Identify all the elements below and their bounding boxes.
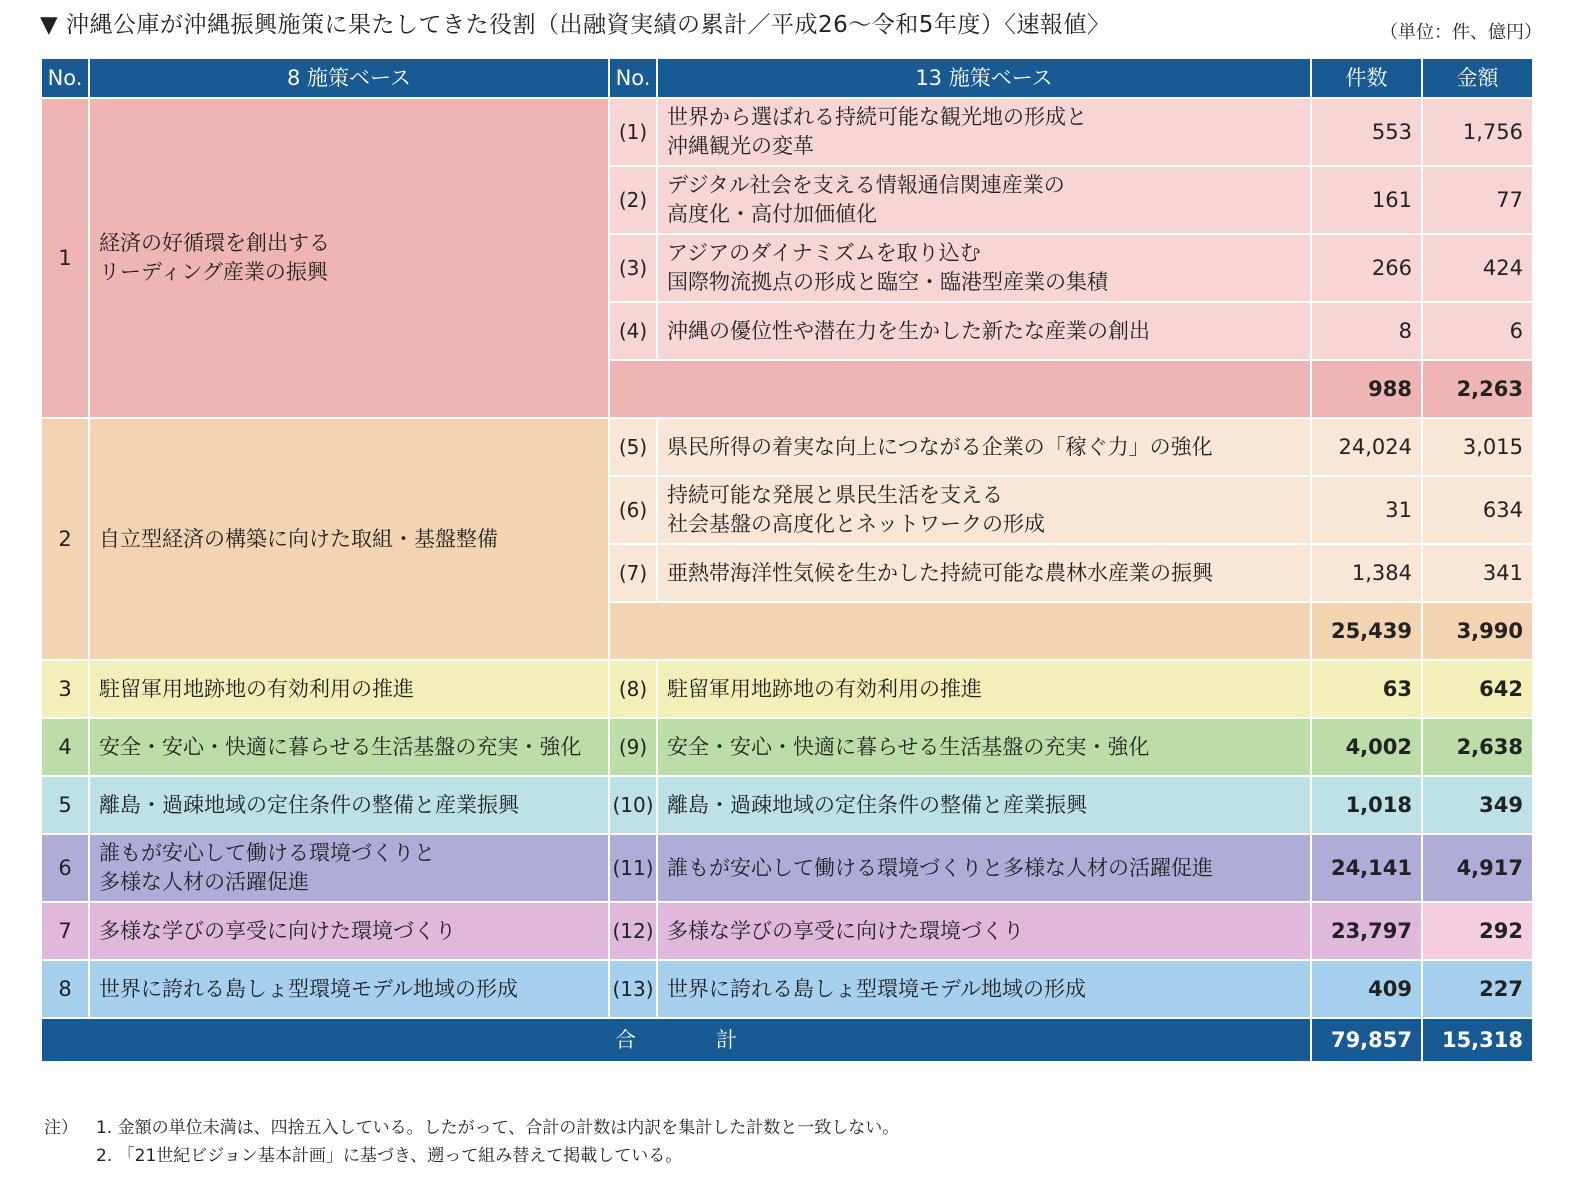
amount-cell: 341 — [1422, 544, 1533, 602]
sub-policy-name-line: 誰もが安心して働ける環境づくりと多様な人材の活躍促進 — [667, 855, 1213, 880]
policy-name — [89, 718, 609, 776]
count-cell: 553 — [1311, 98, 1422, 166]
table-row — [41, 660, 1533, 718]
amount-cell: 4,917 — [1422, 834, 1533, 902]
header-amount: 金額 — [1422, 58, 1533, 98]
sub-policy-name — [657, 902, 1311, 960]
count-cell: 161 — [1311, 166, 1422, 234]
sub-policy-name-line: 安全・安心・快適に暮らせる生活基盤の充実・強化 — [667, 734, 1150, 759]
table-row — [41, 960, 1533, 1018]
policy-no: 6 — [41, 834, 89, 902]
total-amount: 15,318 — [1422, 1018, 1533, 1062]
policy-name-line: 経済の好循環を創出する — [99, 231, 330, 255]
header-no: No. — [41, 58, 89, 98]
sub-policy-no: (8) — [609, 660, 657, 718]
amount-cell: 1,756 — [1422, 98, 1533, 166]
subtotal-count: 25,439 — [1311, 602, 1422, 660]
notes-label: 注） — [44, 1118, 78, 1138]
sub-policy-name — [657, 98, 1311, 166]
policy-name-line: 離島・過疎地域の定住条件の整備と産業振興 — [99, 792, 519, 817]
amount-cell: 3,015 — [1422, 418, 1533, 476]
sub-policy-no: (5) — [609, 418, 657, 476]
header-count: 件数 — [1311, 58, 1422, 98]
amount-cell: 6 — [1422, 302, 1533, 360]
policy-name-line: リーディング産業の振興 — [99, 260, 328, 284]
count-cell: 8 — [1311, 302, 1422, 360]
total-count: 79,857 — [1311, 1018, 1422, 1062]
sub-policy-name-line: 社会基盤の高度化とネットワークの形成 — [667, 512, 1045, 536]
policy-name-line: 安全・安心・快適に暮らせる生活基盤の充実・強化 — [99, 734, 582, 759]
policy-name-line: 誰もが安心して働ける環境づくりと — [99, 841, 435, 865]
sub-policy-name — [657, 166, 1311, 234]
sub-policy-name-line: 高度化・高付加価値化 — [667, 202, 877, 226]
table-body — [41, 98, 1533, 1062]
amount-cell: 642 — [1422, 660, 1533, 718]
table-row — [41, 418, 1533, 476]
sub-policy-no: (6) — [609, 476, 657, 544]
sub-policy-name-line: 駐留軍用地跡地の有効利用の推進 — [667, 676, 982, 701]
amount-cell: 634 — [1422, 476, 1533, 544]
policy-name-line: 多様な学びの享受に向けた環境づくり — [99, 918, 456, 943]
sub-policy-name-line: 国際物流拠点の形成と臨空・臨港型産業の集積 — [667, 270, 1108, 294]
count-cell: 266 — [1311, 234, 1422, 302]
total-label: 合計 — [41, 1018, 1311, 1062]
table-row — [41, 902, 1533, 960]
policy-name-line: 世界に誇れる島しょ型環境モデル地域の形成 — [99, 976, 518, 1001]
count-cell: 4,002 — [1311, 718, 1422, 776]
policy-name — [89, 418, 609, 660]
sub-policy-no: (10) — [609, 776, 657, 834]
unit-label: （単位：件、億円） — [1380, 22, 1542, 43]
sub-policy-name-line: 県民所得の着実な向上につながる企業の「稼ぐ力」の強化 — [667, 434, 1213, 459]
sub-policy-no: (11) — [609, 834, 657, 902]
sub-policy-name — [657, 476, 1311, 544]
policy-no: 7 — [41, 902, 89, 960]
sub-policy-name — [657, 660, 1311, 718]
table-row — [41, 98, 1533, 166]
total-row — [41, 1018, 1533, 1062]
table-header-row — [41, 58, 1533, 98]
policy-no: 1 — [41, 98, 89, 418]
policy-no: 3 — [41, 660, 89, 718]
policy-name — [89, 902, 609, 960]
sub-policy-no: (1) — [609, 98, 657, 166]
sub-policy-name — [657, 544, 1311, 602]
sub-policy-name-line: 沖縄の優位性や潜在力を生かした新たな産業の創出 — [667, 318, 1150, 343]
sub-policy-name-line: アジアのダイナミズムを取り込む — [667, 241, 981, 265]
page-title: ▼ 沖縄公庫が沖縄振興施策に果たしてきた役割（出融資実績の累計／平成26～令和5年度）〈速報値〉 — [40, 12, 1111, 38]
amount-cell: 227 — [1422, 960, 1533, 1018]
sub-policy-name-line: 離島・過疎地域の定住条件の整備と産業振興 — [667, 792, 1087, 817]
sub-policy-name — [657, 776, 1311, 834]
amount-cell: 77 — [1422, 166, 1533, 234]
sub-policy-no: (4) — [609, 302, 657, 360]
amount-cell: 349 — [1422, 776, 1533, 834]
sub-policy-no: (7) — [609, 544, 657, 602]
subtotal-blank — [609, 602, 1311, 660]
policy-no: 5 — [41, 776, 89, 834]
header-8-policy-base: 8 施策ベース — [89, 58, 609, 98]
table-row — [41, 834, 1533, 902]
count-cell: 63 — [1311, 660, 1422, 718]
sub-policy-name — [657, 960, 1311, 1018]
performance-table — [40, 57, 1534, 1063]
sub-policy-name — [657, 418, 1311, 476]
sub-policy-name-line: 沖縄観光の変革 — [667, 134, 814, 158]
policy-name — [89, 960, 609, 1018]
policy-name-line: 駐留軍用地跡地の有効利用の推進 — [99, 676, 414, 701]
policy-name-line: 自立型経済の構築に向けた取組・基盤整備 — [99, 526, 498, 551]
header-sub-no: No. — [609, 58, 657, 98]
sub-policy-name — [657, 834, 1311, 902]
count-cell: 24,024 — [1311, 418, 1422, 476]
count-cell: 409 — [1311, 960, 1422, 1018]
subtotal-blank — [609, 360, 1311, 418]
count-cell: 24,141 — [1311, 834, 1422, 902]
sub-policy-name — [657, 302, 1311, 360]
policy-name — [89, 834, 609, 902]
sub-policy-no: (9) — [609, 718, 657, 776]
sub-policy-name-line: 世界から選ばれる持続可能な観光地の形成と — [667, 105, 1087, 129]
sub-policy-name-line: 亜熱帯海洋性気候を生かした持続可能な農林水産業の振興 — [667, 560, 1213, 585]
subtotal-amount: 2,263 — [1422, 360, 1533, 418]
amount-cell: 292 — [1422, 902, 1533, 960]
notes — [44, 1114, 899, 1170]
amount-cell: 424 — [1422, 234, 1533, 302]
sub-policy-no: (2) — [609, 166, 657, 234]
note-item: 2. 「21世紀ビジョン基本計画」に基づき、遡って組み替えて掲載している。 — [96, 1146, 683, 1166]
sub-policy-name-line: 多様な学びの享受に向けた環境づくり — [667, 918, 1024, 943]
sub-policy-no: (13) — [609, 960, 657, 1018]
sub-policy-name — [657, 234, 1311, 302]
count-cell: 1,018 — [1311, 776, 1422, 834]
subtotal-count: 988 — [1311, 360, 1422, 418]
policy-no: 2 — [41, 418, 89, 660]
sub-policy-name — [657, 718, 1311, 776]
policy-name-line: 多様な人材の活躍促進 — [99, 870, 309, 894]
table-row — [41, 776, 1533, 834]
sub-policy-name-line: 世界に誇れる島しょ型環境モデル地域の形成 — [667, 976, 1086, 1001]
sub-policy-no: (3) — [609, 234, 657, 302]
note-item: 1. 金額の単位未満は、四捨五入している。したがって、合計の計数は内訳を集計した計数と一致しない。 — [96, 1118, 900, 1138]
policy-no: 8 — [41, 960, 89, 1018]
sub-policy-no: (12) — [609, 902, 657, 960]
policy-name — [89, 776, 609, 834]
count-cell: 31 — [1311, 476, 1422, 544]
policy-no: 4 — [41, 718, 89, 776]
count-cell: 1,384 — [1311, 544, 1422, 602]
policy-name — [89, 660, 609, 718]
subtotal-amount: 3,990 — [1422, 602, 1533, 660]
table-row — [41, 718, 1533, 776]
header-13-policy-base: 13 施策ベース — [657, 58, 1311, 98]
count-cell: 23,797 — [1311, 902, 1422, 960]
sub-policy-name-line: デジタル社会を支える情報通信関連産業の — [667, 173, 1065, 197]
amount-cell: 2,638 — [1422, 718, 1533, 776]
policy-name — [89, 98, 609, 418]
sub-policy-name-line: 持続可能な発展と県民生活を支える — [667, 483, 1003, 507]
